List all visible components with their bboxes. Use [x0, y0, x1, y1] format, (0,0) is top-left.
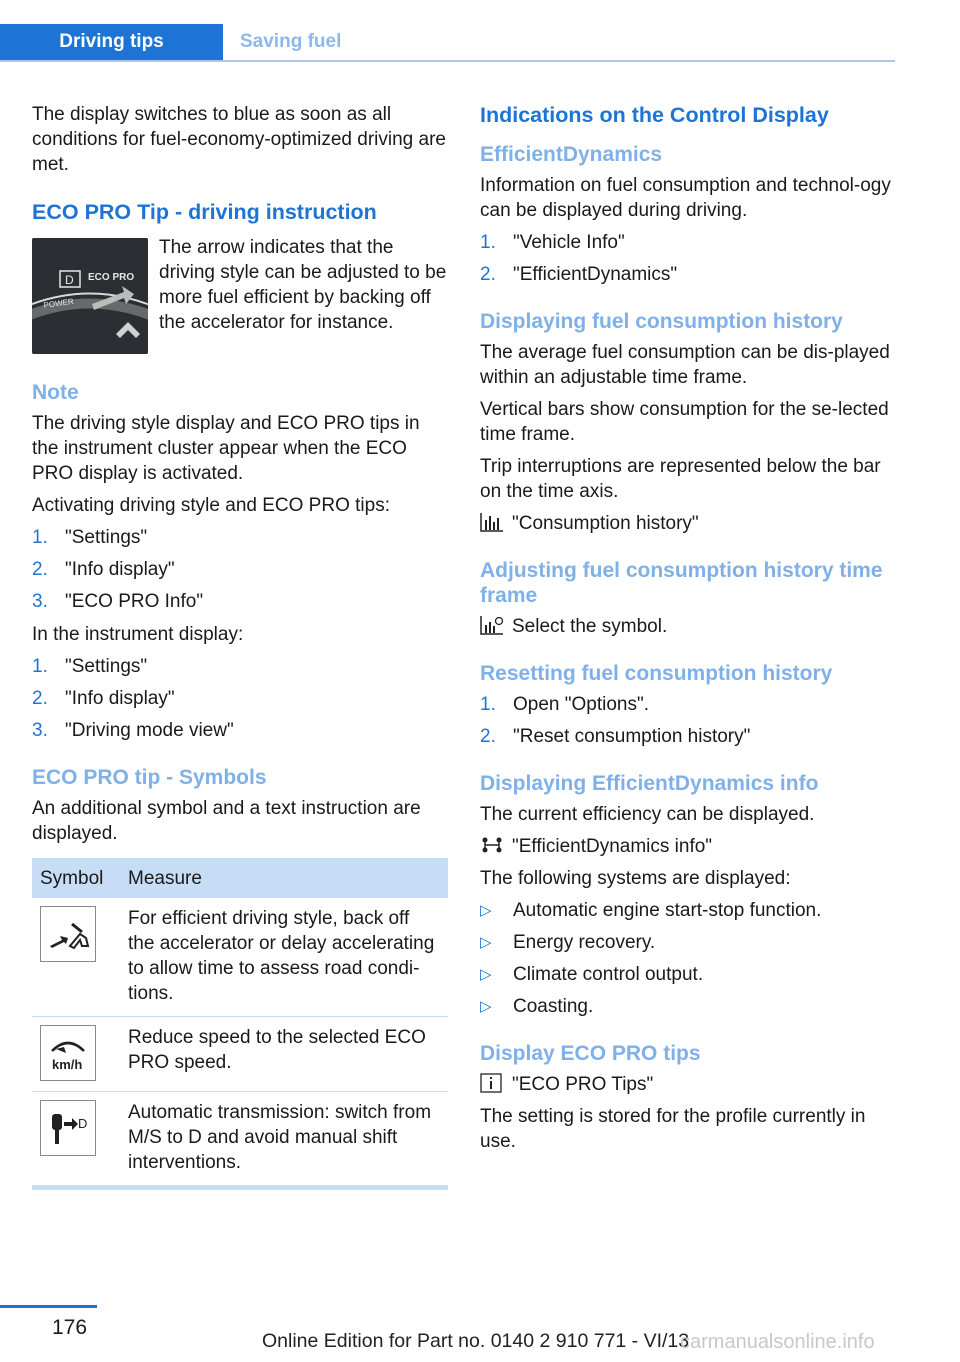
symbols-heading: ECO PRO tip - Symbols [32, 766, 267, 789]
list-item: ▷ Coasting. [480, 996, 594, 1017]
watermark: carmanualsonline.info [680, 1331, 875, 1353]
symbols-table [32, 858, 448, 1190]
info-icon [480, 1073, 504, 1093]
adjust-text: Select the symbol. [512, 616, 668, 637]
eco-img-eco-label: ECO PRO [88, 272, 135, 283]
tips-heading: Display ECO PRO tips [480, 1042, 701, 1065]
ed-text: Information on fuel consumption and technol-ogy can be displayed during driving. [480, 175, 891, 221]
tips-menu-line [480, 1072, 896, 1097]
edinfo-text-1: The current efficiency can be displayed. [480, 804, 815, 825]
eco-pro-cluster-image [32, 238, 148, 354]
note-section [32, 380, 448, 743]
list-item: 3. "ECO PRO Info" [32, 591, 204, 612]
edinfo-menu-label: "EfficientDynamics info" [512, 836, 713, 857]
list-item: 2. "EfficientDynamics" [480, 264, 678, 285]
list-item: ▷ Energy recovery. [480, 932, 656, 953]
symbols-text: An additional symbol and a text instruction are displayed. [32, 798, 421, 844]
history-text-2: Vertical bars show consumption for the se-lected time frame. [480, 399, 889, 445]
gear-lever-d-icon [40, 1100, 96, 1156]
history-text-1: The average fuel consumption can be dis-played within an adjustable time frame. [480, 342, 890, 388]
col-header-measure: Measure [120, 858, 448, 898]
kmh-label: km/h [52, 1057, 83, 1072]
history-menu-label: "Consumption history" [512, 513, 699, 534]
intro-text: The display switches to blue as soon as all conditions for fuel-economy-optimized driving are met. [32, 104, 446, 175]
footer-rule [0, 1305, 97, 1308]
adjust-section [480, 558, 896, 639]
edinfo-text-2: The following systems are displayed: [480, 868, 791, 889]
note-heading: Note [32, 381, 79, 404]
reset-list [480, 692, 896, 749]
eco-tip-section [32, 199, 448, 358]
instrument-text: In the instrument display: [32, 624, 244, 645]
instrument-list [32, 654, 448, 743]
symbols-section [32, 765, 448, 1190]
edinfo-heading: Displaying EfficientDynamics info [480, 772, 819, 795]
history-menu-line [480, 511, 896, 536]
table-row [32, 1017, 448, 1092]
indications-heading: Indications on the Control Display [480, 103, 829, 127]
eco-img-d-label: D [65, 273, 74, 287]
measure-text: Reduce speed to the selected ECO PRO speed. [120, 1017, 448, 1092]
eco-pro-gauge-icon [32, 238, 148, 354]
list-item: ▷ Climate control output. [480, 964, 704, 985]
history-section [480, 309, 896, 536]
list-item: 1. "Settings" [32, 527, 148, 548]
systems-list [480, 898, 896, 1019]
list-item: 1. Open "Options". [480, 694, 650, 715]
table-header-row [32, 858, 448, 898]
edinfo-menu-line [480, 834, 896, 859]
speedometer-kmh-icon [40, 1025, 96, 1081]
efficiency-icon [480, 835, 504, 855]
measure-text: Automatic transmission: switch from M/S to D and avoid manual shift interventions. [120, 1092, 448, 1188]
ed-list [480, 230, 896, 287]
list-item: 2. "Info display" [32, 559, 175, 580]
ed-heading: EfficientDynamics [480, 143, 663, 166]
reset-section [480, 661, 896, 749]
list-item: 3. "Driving mode view" [32, 720, 234, 741]
foot-pedal-icon [40, 906, 96, 962]
edinfo-section [480, 771, 896, 1019]
col-header-symbol: Symbol [32, 858, 120, 898]
page-number: 176 [52, 1316, 88, 1339]
measure-text: For efficient driving style, back off the accelerator or delay accelerating to allow time to assess road condi-tions. [120, 898, 448, 1017]
note-text: The driving style display and ECO PRO tips in the instrument cluster appear when the ECO PRO display is activated. [32, 413, 420, 484]
history-heading: Displaying fuel consumption history [480, 310, 843, 333]
bar-chart-adjust-icon [480, 615, 504, 635]
left-column [32, 102, 448, 1190]
settings-list [32, 525, 448, 614]
eco-tip-heading: ECO PRO Tip - driving instruction [32, 200, 377, 224]
eco-tip-text: The arrow indicates that the driving style can be adjusted to be more fuel efficient by backing off the accelerator for instance. [159, 237, 447, 333]
list-item: 1. "Vehicle Info" [480, 232, 625, 253]
list-item: ▷ Automatic engine start-stop function. [480, 900, 822, 921]
list-item: 1. "Settings" [32, 656, 148, 677]
tips-text: The setting is stored for the profile currently in use. [480, 1106, 866, 1152]
tab-saving-fuel[interactable]: Saving fuel [240, 31, 342, 52]
history-text-3: Trip interruptions are represented below the bar on the time axis. [480, 456, 881, 502]
d-label: D [78, 1116, 88, 1131]
adjust-line [480, 614, 896, 639]
table-row [32, 1092, 448, 1188]
right-column [480, 102, 896, 1161]
table-row [32, 898, 448, 1017]
list-item: 2. "Info display" [32, 688, 175, 709]
bar-chart-icon [480, 512, 504, 532]
efficientdynamics-section [480, 142, 896, 287]
adjust-heading: Adjusting fuel consumption history time frame [480, 559, 883, 607]
activating-text: Activating driving style and ECO PRO tips: [32, 495, 390, 516]
tips-menu-label: "ECO PRO Tips" [512, 1074, 654, 1095]
edition-text: Online Edition for Part no. 0140 2 910 771 - VI/13 [262, 1330, 690, 1352]
header-rule [0, 60, 895, 62]
eco-img-power-label: POWER [43, 296, 75, 310]
page-header [0, 24, 895, 62]
reset-heading: Resetting fuel consumption history [480, 662, 833, 685]
list-item: 2. "Reset consumption history" [480, 726, 751, 747]
tab-driving-tips[interactable]: Driving tips [0, 24, 223, 60]
tips-section [480, 1041, 896, 1154]
